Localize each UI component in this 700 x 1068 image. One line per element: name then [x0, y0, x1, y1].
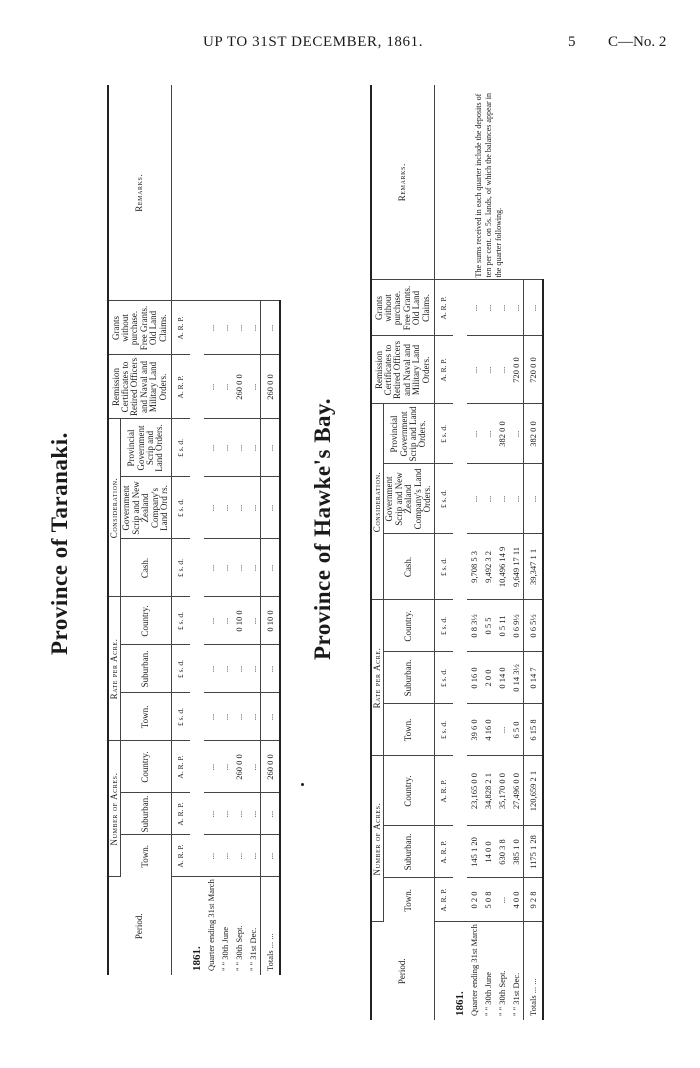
taranaki-table	[107, 85, 281, 975]
unit-label: A. R. P.	[171, 793, 190, 835]
govt-scrip-cell: ...	[204, 477, 218, 539]
suburban-acres: 14 0 0	[481, 826, 495, 878]
hawkes-bay-section	[310, 85, 590, 1020]
cash-cell: 9,649 17 11	[509, 534, 524, 600]
unit-label: £ s. d.	[171, 477, 190, 539]
country-acres: ...	[218, 741, 232, 793]
country-acres: 23,165 0 0	[467, 756, 481, 826]
page-header	[0, 34, 700, 58]
page-title: UP TO 31ST DECEMBER, 1861.	[203, 34, 424, 50]
col-town: Town.	[121, 835, 171, 877]
grants-cell: ...	[232, 301, 246, 355]
country-rate: 0 8 3½	[467, 600, 481, 652]
remission-cell: ...	[204, 355, 218, 419]
remission-cell: 720 0 0	[509, 336, 524, 404]
govt-scrip-cell: ...	[467, 464, 481, 534]
suburban-rate: 2 0 0	[481, 652, 495, 704]
country-rate: 0 10 0	[232, 597, 246, 645]
town-acres: 0 2 0	[467, 878, 481, 922]
col-govt-scrip: Government Scrip and New Zealand Company's Land Ord rs.	[121, 477, 171, 539]
grants-cell: ...	[260, 301, 280, 355]
page-number: 5	[568, 34, 576, 50]
col-rate-per-acre: Rate per Acre.	[371, 600, 384, 756]
unit-label: £ s. d.	[434, 464, 453, 534]
country-rate: ...	[204, 597, 218, 645]
hawkes-bay-table	[370, 85, 544, 1020]
col-rate-country: Country.	[121, 597, 171, 645]
unit-label: A. R. P.	[171, 741, 190, 793]
grants-cell: ...	[481, 280, 495, 336]
town-rate: ...	[204, 693, 218, 741]
provincial-cell: ...	[246, 419, 261, 477]
col-rate-town: Town.	[121, 693, 171, 741]
unit-label: A. R. P.	[434, 756, 453, 826]
col-remarks: Remarks.	[108, 85, 171, 301]
remission-cell: 260 0 0	[232, 355, 246, 419]
unit-label: A. R. P.	[434, 826, 453, 878]
town-acres: 5 0 8	[481, 878, 495, 922]
provincial-cell: 382 0 0	[495, 404, 509, 464]
unit-label: A. R. P.	[434, 336, 453, 404]
suburban-rate: ...	[246, 645, 261, 693]
country-acres: 260 0 0	[232, 741, 246, 793]
cash-cell: ...	[218, 539, 232, 597]
town-rate: 6 5 0	[509, 704, 524, 756]
period-cell: Quarter ending 31st March	[205, 879, 216, 971]
town-acres: ...	[260, 835, 280, 877]
col-rate-suburban: Suburban.	[384, 652, 434, 704]
govt-scrip-cell: ...	[481, 464, 495, 534]
town-acres: ...	[218, 835, 232, 877]
country-rate: 0 6 5½	[523, 600, 543, 652]
country-acres: ...	[246, 741, 261, 793]
grants-cell: ...	[509, 280, 524, 336]
town-rate: ...	[218, 693, 232, 741]
col-govt-scrip: Government Scrip and New Zealand Company's Land Orders.	[384, 464, 434, 534]
cash-cell: ...	[246, 539, 261, 597]
unit-label: A. R. P.	[171, 355, 190, 419]
taranaki-remarks	[171, 85, 280, 301]
col-consideration: Consideration.	[108, 419, 121, 597]
grants-cell: ...	[246, 301, 261, 355]
col-period: Period.	[108, 877, 171, 975]
suburban-acres: 145 1 20	[467, 826, 481, 878]
units-row	[171, 85, 190, 975]
country-rate: ...	[218, 597, 232, 645]
period-cell: " " 30th June	[219, 926, 230, 971]
cash-cell: 9,492 3 2	[481, 534, 495, 600]
suburban-acres: ...	[260, 793, 280, 835]
provincial-cell: ...	[481, 404, 495, 464]
suburban-rate: 0 14 0	[495, 652, 509, 704]
unit-label: £ s. d.	[171, 539, 190, 597]
col-rate-per-acre: Rate per Acre.	[108, 597, 121, 741]
col-provincial-scrip: Provincial Government Scrip and Land Orders.	[121, 419, 171, 477]
grants-cell: ...	[523, 280, 543, 336]
town-rate: ...	[260, 693, 280, 741]
col-cash: Cash.	[384, 534, 434, 600]
cash-cell: 10,496 14 9	[495, 534, 509, 600]
town-rate: 39 6 0	[467, 704, 481, 756]
period-cell: " " 31st Dec.	[247, 927, 258, 971]
provincial-cell: ...	[509, 404, 524, 464]
remission-cell: 260 0 0	[260, 355, 280, 419]
unit-label: £ s. d.	[434, 404, 453, 464]
document-number: C—No. 2	[608, 34, 667, 50]
cash-cell: ...	[260, 539, 280, 597]
remission-cell: ...	[246, 355, 261, 419]
taranaki-section	[47, 85, 307, 975]
unit-label: £ s. d.	[171, 597, 190, 645]
remission-cell: ...	[218, 355, 232, 419]
period-cell: " " 30th Sept.	[233, 925, 244, 971]
suburban-acres: ...	[246, 793, 261, 835]
unit-label: A. R. P.	[171, 301, 190, 355]
country-acres: ...	[204, 741, 218, 793]
country-acres: 27,496 0 0	[509, 756, 524, 826]
hawkes-bay-remarks: The sums received in each quarter include the deposits of ten per cent. on 5s. lands, of which the balances appear in the quarter following.	[434, 85, 543, 280]
govt-scrip-cell: ...	[523, 464, 543, 534]
country-acres: 35,170 0 0	[495, 756, 509, 826]
cash-cell: ...	[232, 539, 246, 597]
town-acres: ...	[246, 835, 261, 877]
col-consideration: Consideration.	[371, 404, 384, 600]
town-rate: ...	[495, 704, 509, 756]
col-country: Country.	[121, 741, 171, 793]
unit-label: A. R. P.	[171, 835, 190, 877]
town-rate: 4 16 0	[481, 704, 495, 756]
col-suburban: Suburban.	[384, 826, 434, 878]
col-rate-town: Town.	[384, 704, 434, 756]
suburban-rate: 0 16 0	[467, 652, 481, 704]
suburban-acres: ...	[218, 793, 232, 835]
govt-scrip-cell: ...	[232, 477, 246, 539]
suburban-rate: ...	[260, 645, 280, 693]
unit-label: £ s. d.	[434, 600, 453, 652]
cash-cell: ...	[204, 539, 218, 597]
col-rate-suburban: Suburban.	[121, 645, 171, 693]
unit-label: A. R. P.	[434, 280, 453, 336]
govt-scrip-cell: ...	[260, 477, 280, 539]
col-provincial-scrip: Provincial Government Scrip and Land Orders.	[384, 404, 434, 464]
town-acres: 9 2 8	[523, 878, 543, 922]
suburban-rate: ...	[204, 645, 218, 693]
country-acres: 260 0 0	[260, 741, 280, 793]
suburban-rate: ...	[232, 645, 246, 693]
govt-scrip-cell: ...	[246, 477, 261, 539]
period-cell: " " 31st Dec.	[510, 972, 521, 1016]
govt-scrip-cell: ...	[218, 477, 232, 539]
suburban-acres: ...	[204, 793, 218, 835]
provincial-cell: ...	[260, 419, 280, 477]
col-grants: Grants without purchase. Free Grants. Old Land Claims.	[108, 301, 171, 355]
town-acres: ...	[495, 878, 509, 922]
provincial-cell: 382 0 0	[523, 404, 543, 464]
govt-scrip-cell: ...	[509, 464, 524, 534]
col-number-of-acres: Number of Acres.	[371, 756, 384, 922]
town-acres: ...	[232, 835, 246, 877]
country-rate: 0 6 9½	[509, 600, 524, 652]
grants-cell: ...	[467, 280, 481, 336]
remission-cell: ...	[481, 336, 495, 404]
remission-cell: ...	[467, 336, 481, 404]
period-cell: Quarter ending 31st March	[468, 924, 479, 1016]
col-rate-country: Country.	[384, 600, 434, 652]
suburban-acres: 385 1 0	[509, 826, 524, 878]
remission-cell: 720 0 0	[523, 336, 543, 404]
col-grants: Grants without purchase. Free Grants. Old Land Claims.	[371, 280, 434, 336]
year-label: 1861.	[453, 991, 466, 1016]
cash-cell: 9,708 5 3	[467, 534, 481, 600]
totals-label: Totals ... ...	[260, 877, 280, 975]
suburban-acres: 630 3 8	[495, 826, 509, 878]
provincial-cell: ...	[232, 419, 246, 477]
suburban-rate: 0 14 7	[523, 652, 543, 704]
year-cell	[171, 877, 190, 975]
grants-cell: ...	[495, 280, 509, 336]
town-rate: ...	[232, 693, 246, 741]
country-rate: 0 10 0	[260, 597, 280, 645]
town-rate: 6 15 8	[523, 704, 543, 756]
provincial-cell: ...	[218, 419, 232, 477]
period-cell: " " 30th June	[482, 971, 493, 1016]
col-town: Town.	[384, 878, 434, 922]
totals-label: Totals ... ...	[523, 922, 543, 1020]
govt-scrip-cell: ...	[495, 464, 509, 534]
suburban-rate: ...	[218, 645, 232, 693]
year-cell	[434, 922, 453, 1020]
unit-label: £ s. d.	[171, 645, 190, 693]
country-acres: 34,828 2 1	[481, 756, 495, 826]
suburban-acres: 1175 1 28	[523, 826, 543, 878]
period-cell: " " 30th Sept.	[496, 970, 507, 1016]
grants-cell: ...	[218, 301, 232, 355]
country-rate: 0 5 11	[495, 600, 509, 652]
unit-label: £ s. d.	[171, 693, 190, 741]
provincial-cell: ...	[204, 419, 218, 477]
unit-label: £ s. d.	[434, 534, 453, 600]
remission-cell: ...	[495, 336, 509, 404]
year-row-spacer	[190, 301, 204, 877]
col-remarks: Remarks.	[371, 85, 434, 280]
col-country: Country.	[384, 756, 434, 826]
suburban-acres: ...	[232, 793, 246, 835]
town-acres: 4 0 0	[509, 878, 524, 922]
unit-label: £ s. d.	[171, 419, 190, 477]
col-period: Period.	[371, 922, 434, 1020]
grants-cell: ...	[204, 301, 218, 355]
hawkes-bay-title: Province of Hawke's Bay.	[310, 397, 335, 660]
unit-label: A. R. P.	[434, 878, 453, 922]
suburban-rate: 0 14 3½	[509, 652, 524, 704]
col-number-of-acres: Number of Acres.	[108, 741, 121, 877]
town-rate: ...	[246, 693, 261, 741]
year-label: 1861.	[190, 946, 203, 971]
col-cash: Cash.	[121, 539, 171, 597]
country-rate: ...	[246, 597, 261, 645]
units-row	[434, 85, 453, 1020]
unit-label: £ s. d.	[434, 652, 453, 704]
unit-label: £ s. d.	[434, 704, 453, 756]
col-remission: Remission Certificates to Retired Officers and Naval and Military Land Orders.	[371, 336, 434, 404]
provincial-cell: ...	[467, 404, 481, 464]
taranaki-title: Province of Taranaki.	[47, 432, 72, 655]
col-remission: Remission Certificates to Retired Officers and Naval and Military Land Orders.	[108, 355, 171, 419]
country-acres: 120,659 2 1	[523, 756, 543, 826]
town-acres: ...	[204, 835, 218, 877]
country-rate: 0 5 5	[481, 600, 495, 652]
col-suburban: Suburban.	[121, 793, 171, 835]
ink-dot	[301, 783, 304, 786]
year-row-spacer	[453, 280, 467, 922]
cash-cell: 39,347 1 1	[523, 534, 543, 600]
